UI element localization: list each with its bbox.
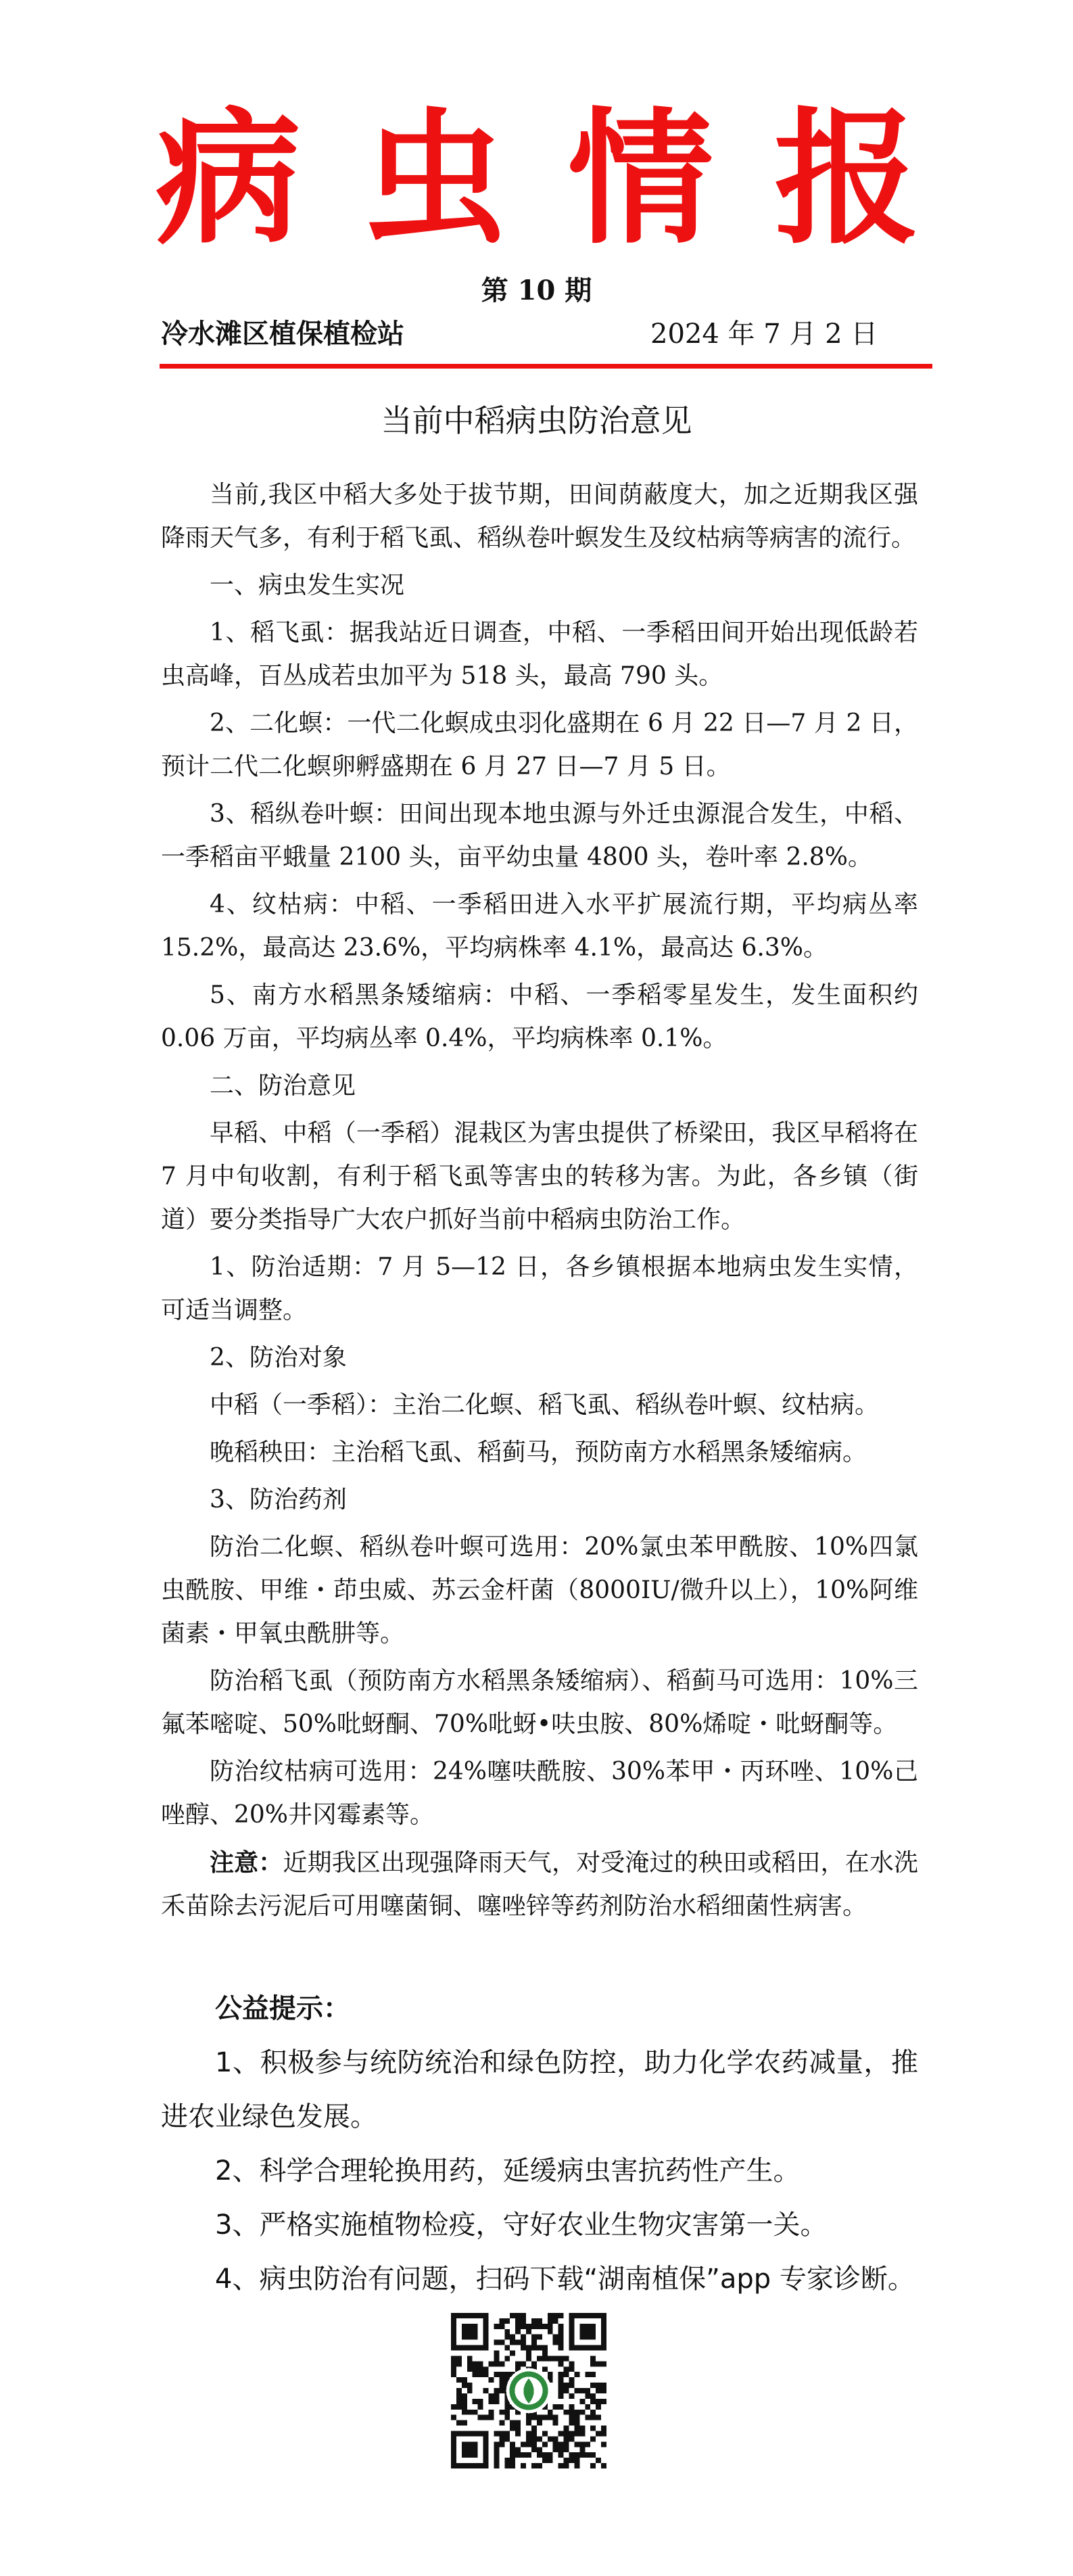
- public-notice-item: 4、病虫防治有问题，扫码下载“湖南植保”app 专家诊断。: [215, 2264, 915, 2295]
- public-notice: [161, 2036, 918, 2306]
- paragraph: 防治纹枯病可选用：24%噻呋酰胺、30%苯甲・丙环唑、10%己唑醇、20%井冈霉素等。: [161, 1758, 918, 1829]
- paragraph: 4、纹枯病：中稻、一季稻田进入水平扩展流行期，平均病丛率 15.2%，最高达 23.6%，平均病株率 4.1%，最高达 6.3%。: [161, 891, 918, 962]
- issue-number: 第 10 期: [481, 275, 592, 306]
- masthead-char: 病: [156, 94, 301, 264]
- station-name: 冷水滩区植保植检站: [161, 319, 404, 350]
- paragraph: 1、稻飞虱：据我站近日调查，中稻、一季稻田间开始出现低龄若虫高峰，百丛成若虫加平为 518 头，最高 790 头。: [161, 619, 918, 690]
- qr-code-icon[interactable]: [451, 2313, 606, 2468]
- note-paragraph: [161, 1841, 918, 1928]
- paragraph: 晚稻秧田：主治稻飞虱、稻蓟马，预防南方水稻黑条矮缩病。: [210, 1438, 867, 1466]
- paragraph: 2、二化螟：一代二化螟成虫羽化盛期在 6 月 22 日—7 月 2 日，预计二代二化螟卵孵盛期在 6 月 27 日—7 月 5 日。: [161, 709, 918, 780]
- public-notice-heading: 公益提示：: [215, 1993, 350, 2024]
- paragraph: 3、稻纵卷叶螟：田间出现本地虫源与外迁虫源混合发生，中稻、一季稻亩平蛾量 2100 头，亩平幼虫量 4800 头，卷叶率 2.8%。: [161, 800, 918, 871]
- paragraph: 3、防治药剂: [210, 1486, 347, 1514]
- paragraph: 1、防治适期：7 月 5—12 日，各乡镇根据本地病虫发生实情，可适当调整。: [161, 1253, 918, 1324]
- masthead-char: 情: [568, 94, 713, 264]
- masthead-char: 虫: [362, 94, 507, 264]
- public-notice-item: 1、积极参与统防统治和绿色防控，助力化学农药减量，推进农业绿色发展。: [161, 2047, 918, 2132]
- paragraph: 防治二化螟、稻纵卷叶螟可选用：20%氯虫苯甲酰胺、10%四氯虫酰胺、甲维・茚虫威、苏云金杆菌（8000IU/微升以上），10%阿维菌素・甲氧虫酰肼等。: [161, 1533, 918, 1647]
- note-label: 注意：: [210, 1848, 283, 1877]
- note-text: 近期我区出现强降雨天气，对受淹过的秧田或稻田，在水洗禾苗除去污泥后可用噻菌铜、噻唑锌等药剂防治水稻细菌性病害。: [161, 1849, 918, 1920]
- paragraph: 2、防治对象: [210, 1344, 347, 1372]
- article-body: [161, 473, 918, 1932]
- page-title: 当前中稻病虫防治意见: [381, 402, 692, 439]
- public-notice-item: 2、科学合理轮换用药，延缓病虫害抗药性产生。: [215, 2155, 801, 2186]
- paragraph: 早稻、中稻（一季稻）混栽区为害虫提供了桥梁田，我区早稻将在 7 月中旬收割，有利于稻飞虱等害虫的转移为害。为此，各乡镇（街道）要分类指导广大农户抓好当前中稻病虫防治工作。: [161, 1119, 918, 1234]
- header-divider: [160, 364, 932, 369]
- paragraph: 防治稻飞虱（预防南方水稻黑条矮缩病）、稻蓟马可选用：10%三氟苯嘧啶、50%吡蚜酮、70%吡蚜•呋虫胺、80%烯啶・吡蚜酮等。: [161, 1667, 918, 1738]
- issue-date: 2024 年 7 月 2 日: [650, 319, 878, 350]
- intro-paragraph: 当前,我区中稻大多处于拔节期，田间荫蔽度大，加之近期我区强降雨天气多，有利于稻飞虱、稻纵卷叶螟发生及纹枯病等病害的流行。: [161, 481, 918, 552]
- masthead: [156, 94, 920, 264]
- public-notice-item: 3、严格实施植物检疫，守好农业生物灾害第一关。: [215, 2209, 828, 2241]
- masthead-char: 报: [774, 94, 920, 264]
- paragraph: 中稻（一季稻）：主治二化螟、稻飞虱、稻纵卷叶螟、纹枯病。: [210, 1391, 880, 1419]
- section-heading: 一、病虫发生实况: [210, 571, 405, 599]
- qr-logo: [506, 2368, 552, 2414]
- section-heading: 二、防治意见: [210, 1072, 356, 1100]
- paragraph: 5、南方水稻黑条矮缩病：中稻、一季稻零星发生，发生面积约 0.06 万亩，平均病丛率 0.4%，平均病株率 0.1%。: [161, 981, 918, 1052]
